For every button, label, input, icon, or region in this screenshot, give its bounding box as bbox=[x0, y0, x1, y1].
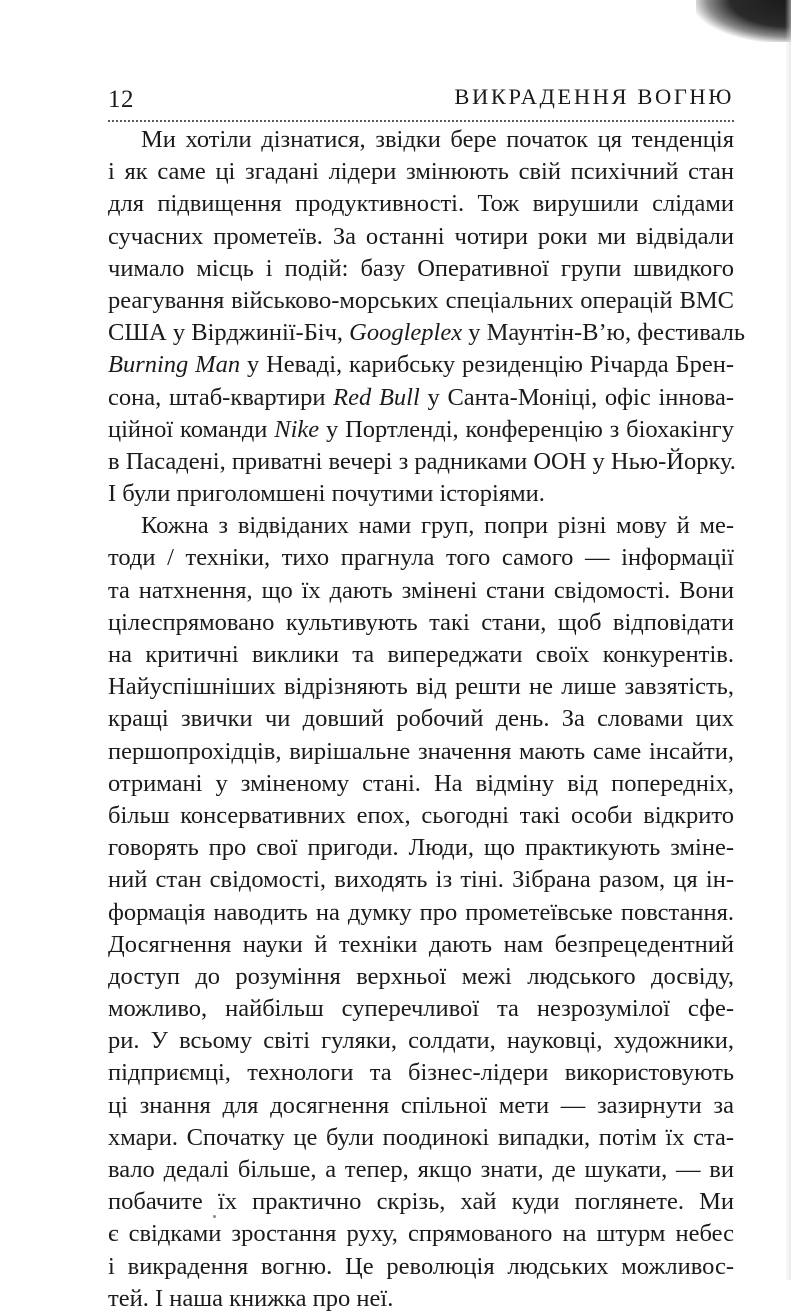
text-line: чимало місць і подій: базу Оперативної групи швидкого bbox=[108, 254, 734, 282]
text-line: побачите їх практично скрізь, хай куди поглянете. Ми bbox=[108, 1188, 734, 1216]
text-line bbox=[108, 349, 734, 381]
italic-name: Burning Man bbox=[108, 351, 241, 379]
text-line: хмари. Спочатку це були поодинокі випадки, потім їх ста- bbox=[108, 1123, 734, 1151]
text-line: отримані у зміненому стані. На відміну від попередніх, bbox=[108, 769, 734, 797]
text-line: можливо, найбільш суперечливої та незрозумілої сфе- bbox=[108, 995, 734, 1023]
text-line: підприємці, технологи та бізнес-лідери використовують bbox=[108, 1059, 734, 1087]
italic-name: Red Bull bbox=[333, 383, 420, 411]
header-divider bbox=[108, 120, 734, 122]
text-line: є свідками зростання руху, спрямованого на штурм небес bbox=[108, 1220, 734, 1248]
text-line bbox=[108, 317, 746, 349]
text-run: ційної команди bbox=[108, 415, 275, 443]
italic-name: Googleplex bbox=[349, 319, 463, 347]
text-run: США у Вірджинії-Біч, bbox=[108, 319, 350, 347]
text-run: у Неваді, карибську резиденцію Річарда Брен- bbox=[240, 351, 734, 379]
text-line: вало дедалі більше, а тепер, якщо знати, де шукати, — ви bbox=[108, 1156, 734, 1183]
text-line: ри. У всьому світі гуляки, солдати, науковці, художники, bbox=[108, 1027, 734, 1055]
text-line: формація наводить на думку про прометеївське повстання. bbox=[108, 898, 734, 926]
text-line: Ми хотіли дізнатися, звідки бере початок ця тенденція bbox=[141, 126, 734, 153]
running-head: ВИКРАДЕННЯ ВОГНЮ bbox=[454, 84, 734, 109]
text-line: реагування військово-морських спеціальних операцій ВМС bbox=[108, 286, 734, 314]
page-number: 12 bbox=[108, 86, 134, 113]
text-run: у Санта-Моніці, офіс іннова- bbox=[419, 383, 735, 411]
text-line: тей. І наша книжка про неї. bbox=[108, 1284, 394, 1312]
text-line: і викрадення вогню. Це революція людських можливос- bbox=[108, 1252, 734, 1280]
text-run: сона, штаб-квартири bbox=[108, 383, 334, 411]
text-line: цілеспрямовано культивують такі стани, щоб відповідати bbox=[108, 608, 734, 636]
text-line: першопрохідців, вирішальне значення мають саме інсайти, bbox=[108, 737, 734, 765]
text-line: доступ до розуміння верхньої межі людського досвіду, bbox=[108, 962, 734, 990]
text-line: в Пасадені, приватні вечері з радниками ООН у Нью-Йорку. bbox=[108, 447, 736, 475]
text-line: тоди / техніки, тихо прагнула того самого — інформації bbox=[108, 544, 734, 572]
text-line: говорять про свої пригоди. Люди, що практикують змінe- bbox=[108, 834, 734, 862]
text-line: ний стан свідомості, виходять із тіні. Зібрана разом, ця ін- bbox=[108, 866, 734, 894]
text-line bbox=[108, 382, 734, 414]
page-edge bbox=[785, 0, 791, 1280]
text-run: у Портленді, конференцію з біохакінгу bbox=[319, 415, 734, 443]
page-corner-shadow bbox=[696, 0, 791, 42]
text-line: для підвищення продуктивності. Тож вирушили слідами bbox=[108, 190, 734, 218]
text-line bbox=[108, 414, 734, 446]
text-run: у Маунтін-В’ю, фестиваль bbox=[462, 319, 746, 347]
text-line: Найуспішніших відрізняють від решти не лише завзятість, bbox=[108, 673, 734, 701]
text-line: сучасних прометеїв. За останні чотири роки ми відвідали bbox=[108, 222, 734, 250]
italic-name: Nike bbox=[274, 415, 320, 443]
text-line: і як саме ці згадані лідери змінюють свій психічний стан bbox=[108, 158, 734, 186]
text-line: більш консервативних епох, сьогодні такі особи відкрито bbox=[108, 801, 734, 829]
paper-speck bbox=[213, 1215, 216, 1218]
text-line: ці знання для досягнення спільної мети — зазирнути за bbox=[108, 1091, 734, 1119]
text-line: Досягнення науки й техніки дають нам безпрецедентний bbox=[108, 930, 734, 958]
text-line: І були приголомшені почутими історіями. bbox=[108, 480, 545, 508]
body-text bbox=[108, 124, 746, 1315]
text-line: на критичні виклики та випереджати своїх конкурентів. bbox=[108, 641, 734, 668]
text-line: та натхнення, що їх дають змінені стани свідомості. Вони bbox=[108, 576, 734, 604]
text-line: кращі звички чи довший робочий день. За словами цих bbox=[108, 705, 734, 733]
text-line: Кожна з відвіданих нами груп, попри різні мову й ме- bbox=[141, 512, 734, 540]
page-header bbox=[108, 82, 734, 116]
